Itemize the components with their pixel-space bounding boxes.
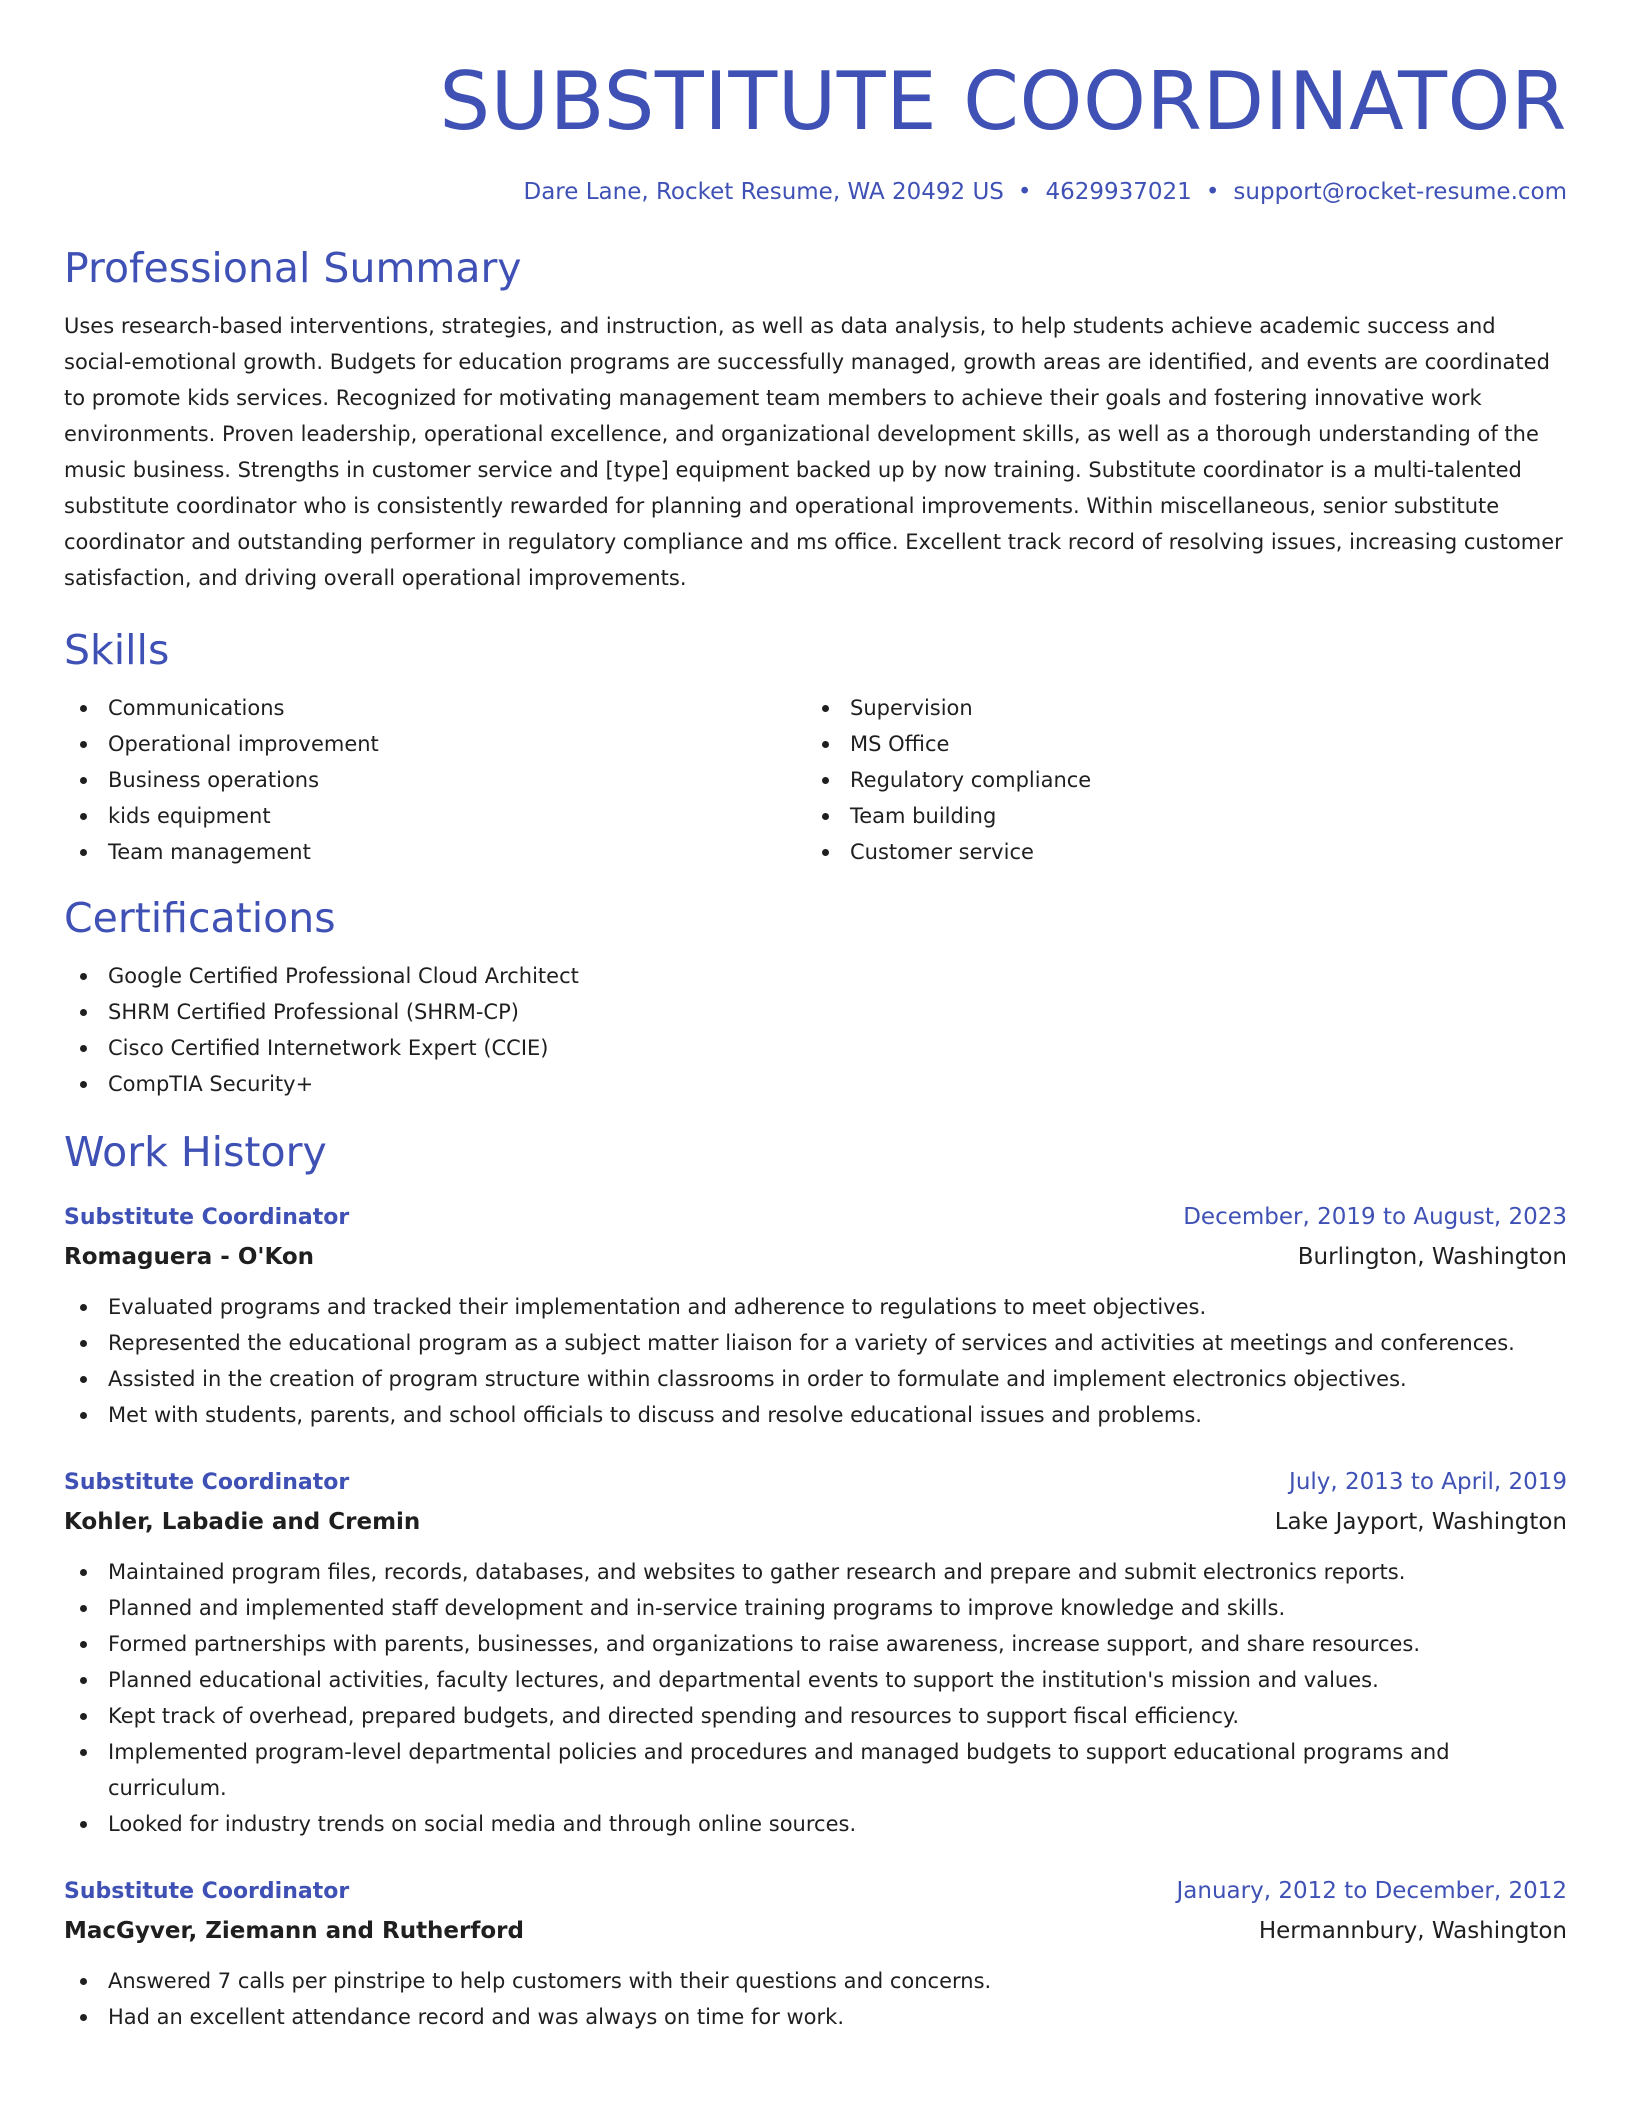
contact-phone[interactable]: 4629937021 [1045,179,1192,205]
skill-item: Team management [64,834,806,870]
job-dates: December, 2019 to August, 2023 [1183,1204,1567,1230]
job-company: MacGyver, Ziemann and Rutherford [64,1918,524,1944]
summary-heading: Professional Summary [64,244,522,292]
certification-item: SHRM Certified Professional (SHRM-CP) [64,994,1567,1030]
job-header [64,1872,1567,1911]
certifications-list [64,958,1567,1102]
job-duty: Had an excellent attendance record and was always on time for work. [64,1999,1567,2035]
skill-item: Business operations [64,762,806,798]
skill-item: Supervision [806,690,1548,726]
skills-column-right [806,690,1548,870]
work-history-heading: Work History [64,1128,327,1176]
job-title: Substitute Coordinator [64,1470,350,1495]
job-duty: Looked for industry trends on social media and through online sources. [64,1806,1567,1842]
job-dates: July, 2013 to April, 2019 [1289,1469,1567,1495]
skill-item: Team building [806,798,1548,834]
summary-text: Uses research-based interventions, strategies, and instruction, as well as data analysis, to help students achieve academic success and social-emotional growth. Budgets for education programs are successfully managed, growth areas are identified, and events are coordinated to promote kids services. Recognized for motivating management team members to achieve their goals and fostering innovative work environments. Proven leadership, operational excellence, and organizational development skills, as well as a thorough understanding of the music business. Strengths in customer service and [type] equipment backed up by now training. Substitute coordinator is a multi-talented substitute coordinator who is consistently rewarded for planning and operational improvements. Within miscellaneous, senior substitute coordinator and outstanding performer in regulatory compliance and ms office. Excellent track record of resolving issues, increasing customer satisfaction, and driving overall operational improvements. [64,314,1563,590]
contact-address: Dare Lane, Rocket Resume, WA 20492 US [523,179,1004,205]
job-header [64,1463,1567,1502]
job-duty: Planned educational activities, faculty lectures, and departmental events to support the institution's mission and values. [64,1662,1567,1698]
certification-item: Google Certified Professional Cloud Architect [64,958,1567,994]
contact-email[interactable]: support@rocket-resume.com [1233,179,1567,205]
job-company: Kohler, Labadie and Cremin [64,1509,421,1535]
job-duty: Implemented program-level departmental policies and procedures and managed budgets to support educational programs and curriculum. [64,1734,1567,1806]
contact-line [64,176,1567,208]
candidate-name: SUBSTITUTE COORDINATOR [439,55,1567,148]
certification-item: Cisco Certified Internetwork Expert (CCIE) [64,1030,1567,1066]
skill-item: Operational improvement [64,726,806,762]
job-location: Lake Jayport, Washington [1274,1509,1567,1535]
skills-column-left [64,690,806,870]
job-duty: Evaluated programs and tracked their implementation and adherence to regulations to meet objectives. [64,1289,1567,1325]
job-duty: Met with students, parents, and school officials to discuss and resolve educational issues and problems. [64,1397,1567,1433]
job-location: Burlington, Washington [1297,1244,1567,1270]
job-title: Substitute Coordinator [64,1879,350,1904]
job-duty: Represented the educational program as a subject matter liaison for a variety of services and activities at meetings and conferences. [64,1325,1567,1361]
skills-list [64,690,1567,870]
contact-separator: • [1017,179,1032,205]
job-entry [64,1198,1567,1433]
job-title: Substitute Coordinator [64,1205,350,1230]
job-duties [64,1554,1567,1842]
job-employer-row [64,1502,1567,1542]
job-duty: Answered 7 calls per pinstripe to help customers with their questions and concerns. [64,1963,1567,1999]
job-header [64,1198,1567,1237]
job-company: Romaguera - O'Kon [64,1244,315,1270]
job-entry [64,1463,1567,1842]
certifications-heading: Certifications [64,894,336,942]
skill-item: Customer service [806,834,1548,870]
contact-separator: • [1205,179,1220,205]
job-duty: Formed partnerships with parents, businesses, and organizations to raise awareness, increase support, and share resources. [64,1626,1567,1662]
job-entry [64,1872,1567,2035]
job-duty: Kept track of overhead, prepared budgets, and directed spending and resources to support fiscal efficiency. [64,1698,1567,1734]
job-employer-row [64,1911,1567,1951]
skill-item: Communications [64,690,806,726]
skills-heading: Skills [64,626,170,674]
skill-item: kids equipment [64,798,806,834]
job-location: Hermannbury, Washington [1258,1918,1567,1944]
resume-page [64,0,1567,2035]
certification-item: CompTIA Security+ [64,1066,1567,1102]
job-dates: January, 2012 to December, 2012 [1176,1878,1567,1904]
job-duties [64,1289,1567,1433]
job-duty: Maintained program files, records, databases, and websites to gather research and prepare and submit electronics reports. [64,1554,1567,1590]
job-duty: Assisted in the creation of program structure within classrooms in order to formulate and implement electronics objectives. [64,1361,1567,1397]
skill-item: MS Office [806,726,1548,762]
skill-item: Regulatory compliance [806,762,1548,798]
job-duty: Planned and implemented staff development and in-service training programs to improve knowledge and skills. [64,1590,1567,1626]
job-duties [64,1963,1567,2035]
job-employer-row [64,1237,1567,1277]
